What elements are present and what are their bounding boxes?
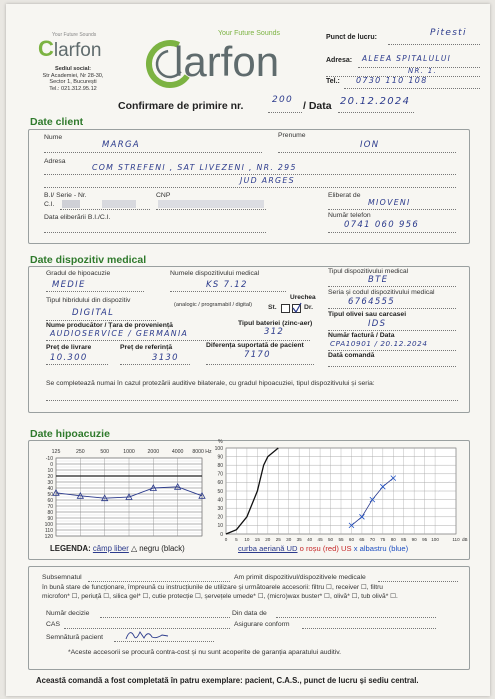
speech-pct-label: 0 [220,531,223,538]
speech-pct-label: 100 [214,445,223,452]
legend-red: o roșu (red) US [299,544,352,553]
speech-db-label: 100 [431,537,439,542]
audiogram-freq-label: 250 [76,449,85,455]
speech-db-label: 25 [275,537,281,542]
battery-value: 312 [264,327,285,337]
received-text: Am primit dispozitivul/dispozitivele medicale [234,574,366,581]
client-address-label: Adresa [44,158,66,165]
address-value-1: ALEEA SPITALULUI [362,54,452,63]
phone-label: Tel.: [326,78,340,85]
speech-pct-label: 90 [217,454,223,461]
ear-left-checkbox[interactable] [281,304,290,313]
client-issued-label: Eliberat de [328,192,361,199]
speech-db-label: 110 [452,537,460,542]
difference-label: Diferența suportată de pacient [206,342,304,349]
serial-value: 6764555 [348,297,395,307]
speech-db-label: 5 [235,537,238,542]
producer-label: Nume producător / Țara de proveniență [46,322,173,329]
difference-value: 7170 [244,350,271,360]
confirmation-label: Confirmare de primire nr. [118,100,244,112]
audiogram-freq-label: 8000 Hz [192,449,212,455]
ear-right-checkbox[interactable] [292,304,301,313]
ear-left-label: St. [268,304,277,311]
small-logo [38,32,101,60]
order-date-label: Dată comandă [328,352,375,359]
audiogram-db-label: 20 [47,473,53,480]
address-value-2: NR. 1. [408,67,438,75]
client-phone-label: Număr telefon [328,212,371,219]
audiogram-freq-label: 125 [51,449,61,455]
audiogram-db-label: 80 [47,509,53,516]
speech-db-label: 50 [327,537,334,542]
office-block [42,66,104,92]
serial-label: Seria și codul dispozitivului medical [328,289,435,296]
speech-audiogram-chart [196,436,466,546]
client-address-value-2: JUD ARGES [240,176,295,185]
device-section-title: Date dispozitiv medical [30,254,147,266]
speech-db-label: 95 [422,537,428,542]
bilateral-note: Se completează numai în cazul protezării auditive bilaterale, cu gradul hipoacuziei, tipul dispozitivului și seria: [46,380,375,387]
office-line: Str Academiei, Nr 28-30, [42,72,104,79]
speech-db-label: 85 [401,537,407,542]
client-section-title: Date client [30,116,84,128]
legend-free-field: câmp liber [92,544,129,553]
legend-right [238,544,408,553]
client-address-value-1: COM STREFENI , SAT LIVEZENI , NR. 295 [92,163,297,172]
speech-pct-label: 10 [217,523,223,530]
audiogram-db-label: 10 [47,467,53,474]
cas-label: CAS [46,621,60,628]
undersigned-label: Subsemnatul [42,574,82,581]
speech-db-label: 45 [317,537,323,542]
legend-blue: x albastru (blue) [353,544,409,553]
audiogram-freq-label: 500 [100,449,109,455]
small-tagline: Your Future Sounds [52,32,97,38]
earmold-value: IDS [368,319,387,329]
legend [50,544,185,553]
signature-label: Semnătură pacient [46,634,104,641]
speech-db-label: 20 [265,537,271,542]
redacted-id-number [102,200,136,208]
audiogram-db-label: 120 [44,533,53,540]
form-page [6,4,490,696]
reference-price-label: Preț de referință [120,344,173,351]
speech-db-label: 10 [244,537,250,542]
checkmark-icon [293,305,300,312]
client-name-value: MARGA [102,140,140,150]
condition-line-2: microfon* ☐, periuță ☐, silica gel* ☐, cutie protecție ☐, șervețele umede* ☐, (micro)wax buster* ☐, olivă* ☐, tub olivă* ☐. [42,593,398,600]
date-label: / Data [303,100,332,112]
speech-db-label: 90 [411,537,417,542]
legend-label: LEGENDA: [50,544,91,553]
condition-line-1: în bună stare de funcționare, împreună cu instrucțiunile de utilizare și următoarele accesorii: filtru ☐, receiver ☐, filtru [42,584,383,591]
speech-db-label: 40 [307,537,313,542]
main-tagline: Your Future Sounds [218,30,281,37]
producer-value: AUDIOSERVICE / GERMANIA [50,329,189,338]
office-line: Tel.: 021.312.95.12 [49,85,97,92]
speech-db-label: 70 [369,537,375,542]
audiogram-freq-label: 4000 [171,449,184,455]
client-surname-value: ION [360,140,380,150]
speech-db-label: 0 [224,537,228,542]
confirmation-date: 20.12.2024 [340,96,411,107]
client-issue-date-label: Data eliberării B.I./C.I. [44,214,111,221]
device-type-value: BTE [368,275,389,285]
audiogram-db-label: 50 [47,491,53,498]
speech-pct-unit: % [218,439,223,445]
redacted-id [62,200,80,208]
hybrid-type-label: Tipul hibridului din dispozitiv [46,297,131,304]
speech-db-label: 55 [338,537,344,542]
hearing-loss-label: Gradul de hipoacuzie [46,270,111,277]
audiogram-db-label: 0 [50,461,53,468]
audiogram-db-label: 30 [47,479,53,486]
speech-db-label: 75 [380,537,386,542]
main-brand: larfon [174,38,280,85]
audiogram-chart [30,440,210,544]
delivery-price-label: Preț de livrare [46,344,92,351]
client-issued-value: MIOVENI [368,198,411,207]
accessory-note: *Aceste accesorii se procură contra-cost și nu sunt acoperite de garanția aparatului auditiv. [68,649,342,656]
hybrid-type-note: (analogic / programabil / digital) [174,302,253,308]
speech-pct-label: 60 [217,480,223,487]
speech-db-label: 65 [359,537,365,542]
speech-pct-label: 70 [217,471,223,478]
insured-label: Asigurare conform [234,621,290,628]
client-id-sub-label: C.I. [44,201,55,208]
phone-value: 0730 110 108 [356,76,428,85]
patient-signature [122,626,172,644]
client-id-label: B.I/ Serie - Nr. [44,192,87,199]
ear-label: Urechea [290,294,316,301]
address-label: Adresa: [326,57,353,64]
triangle-icon: △ [131,544,138,553]
client-name-label: Nume [44,134,63,141]
audiogram-freq-label: 2000 [147,449,160,455]
decision-label: Număr decizie [46,610,90,617]
invoice-label: Număr factură / Data [328,332,395,339]
work-point-label: Punct de lucru: [326,34,377,41]
earmold-label: Tipul olivei sau carcasei [328,311,407,318]
legend-black: negru (black) [139,544,185,553]
ear-right-label: Dr. [304,304,314,311]
speech-pct-label: 20 [217,514,223,521]
office-line: Sector 1, București [49,79,97,86]
audiogram-db-label: 40 [47,485,53,492]
speech-pct-label: 30 [217,506,223,512]
speech-pct-label: 50 [217,488,223,495]
hearing-section-title: Date hipoacuzie [30,428,110,440]
decision-date-label: Din data de [232,610,267,617]
device-name-value: KS 7.12 [206,280,248,290]
audiogram-db-label: 100 [44,521,53,528]
reference-price-value: 3130 [152,353,179,363]
hybrid-type-value: DIGITAL [72,308,115,318]
delivery-price-value: 10.300 [50,353,88,363]
hearing-loss-value: MEDIE [52,280,86,290]
small-brand-rest: larfon [53,39,102,61]
device-name-label: Numele dispozitivului medical [170,270,260,277]
client-surname-label: Prenume [278,132,306,139]
audiogram-freq-label: 1000 [123,449,135,455]
audiogram-db-label: 110 [45,527,53,534]
audiogram-db-label: 70 [47,503,53,510]
audiogram-db-label: -10 [45,455,53,462]
office-label: Sediul social: [54,66,92,72]
speech-db-label: 35 [296,537,302,542]
client-phone-value: 0741 060 956 [344,220,420,230]
speech-db-label: 80 [390,537,396,542]
speech-db-label: 15 [254,537,260,542]
final-note: Această comandă a fost completată în patru exemplare: pacient, C.A.S., punct de lucru și sediu central. [36,676,419,685]
small-brand: Clarfon [38,35,102,61]
speech-db-unit: dB [462,537,468,542]
speech-pct-label: 80 [217,463,223,469]
speech-db-label: 30 [286,537,292,542]
invoice-value: CPA10901 / 20.12.2024 [330,339,428,348]
speech-db-label: 60 [348,537,355,542]
device-type-label: Tipul dispozitivului medical [328,268,409,275]
audiogram-db-label: 90 [47,515,53,522]
legend-air: curba aeriană UD [238,544,298,553]
confirmation-number: 200 [272,95,294,105]
redacted-cnp [158,200,264,208]
audiogram-db-label: 60 [47,497,53,504]
client-cnp-label: CNP [156,192,171,199]
work-point-value: Pitesti [430,28,467,38]
battery-label: Tipul bateriei (zinc-aer) [238,320,313,327]
main-logo [148,30,281,85]
speech-pct-label: 40 [217,497,223,504]
